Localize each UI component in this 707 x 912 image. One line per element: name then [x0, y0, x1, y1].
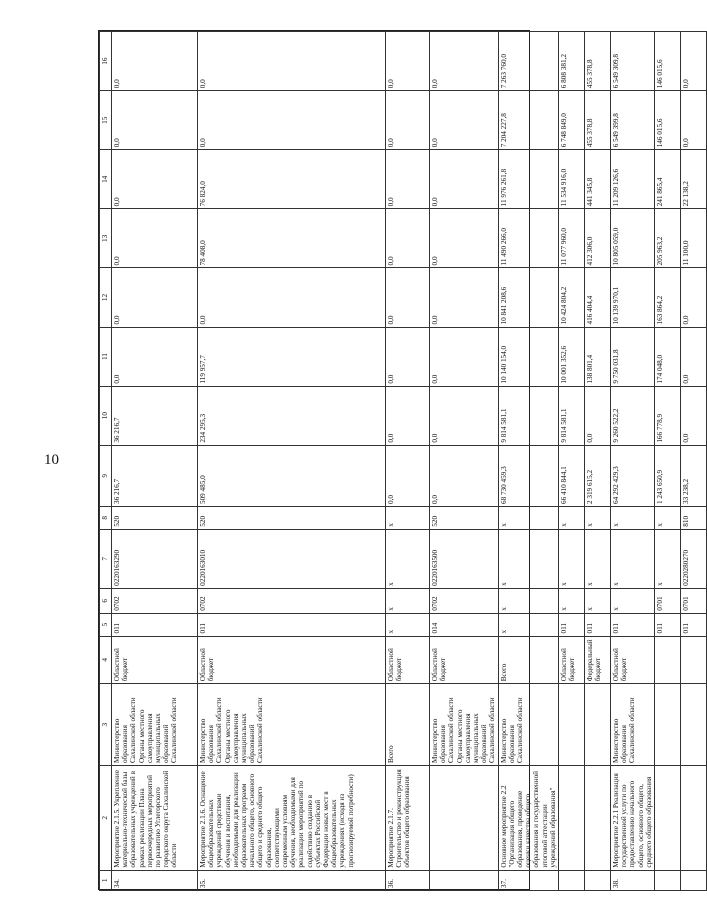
table-cell-col-5: 011 [681, 613, 707, 636]
table-cell-col-10: 9 260 522,2 [611, 386, 655, 445]
table-cell-col-11: 0,0 [112, 327, 198, 386]
table-cell-col-3: Министерство образования Сахалинской области Органы местного самоуправления муниципальных образований Сахалинской области [430, 684, 499, 766]
table-cell-col-10: 9 814 581,1 [559, 386, 585, 445]
table-cell-col-8: x [585, 507, 611, 530]
table-cell-col-4: Областной бюджет [559, 636, 585, 684]
header-cell: 16 [100, 32, 112, 91]
table-cell-col-10: 0,0 [681, 386, 707, 445]
table-cell-col-2: Мероприятие 2.1.6. Оснащение общеобразовательных учреждений средствами обучения и воспитания, необходимыми для реализации образовательных программ начального общего, основного общего и среднего общего образования, соответствующими современным условиям обучения, необходимыми для реализации мероприятий по содействию созданию в субъектах Российской Федерации новых мест в общеобразовательных учреждениях (исходя из прогнозируемой потребности) [198, 766, 386, 871]
table-cell-col-13: 205 963,2 [655, 209, 681, 268]
table-cell-col-14: 441 345,8 [585, 150, 611, 209]
table-cell-col-3 [681, 684, 707, 766]
table-cell-col-2: Мероприятие 2.2.1 Реализация государственной услуги по предоставлению начального общего, основного общего, среднего общего образования [611, 766, 655, 871]
table-cell-col-8: 520 [112, 507, 198, 530]
table-cell-col-5: 011 [611, 613, 655, 636]
table-cell-col-10: 0,0 [585, 386, 611, 445]
table-cell-col-15: 7 204 227,8 [498, 91, 558, 150]
table-cell-col-5: 011 [112, 613, 198, 636]
table-cell-col-1 [559, 870, 585, 890]
table-cell-col-14: 76 824,0 [198, 150, 386, 209]
table-cell-col-15: 0,0 [198, 91, 386, 150]
table-cell-col-12: 163 864,2 [655, 268, 681, 327]
table-cell-col-2 [655, 766, 681, 871]
table-cell-col-15: 6 549 399,8 [611, 91, 655, 150]
table-cell-col-10: 0,0 [430, 386, 499, 445]
table-cell-col-10: 0,0 [386, 386, 430, 445]
table-cell-col-10: 234 295,3 [198, 386, 386, 445]
table-cell-col-15: 0,0 [112, 91, 198, 150]
table-cell-col-2 [430, 766, 499, 871]
table-cell-col-4: Областной бюджет [112, 636, 198, 684]
table-cell-col-1 [681, 870, 707, 890]
table-cell-col-14: 11 976 261,8 [498, 150, 558, 209]
table-cell-col-8: x [611, 507, 655, 530]
table-cell-col-14: 0,0 [386, 150, 430, 209]
table-cell-col-16: 0,0 [112, 32, 198, 91]
header-cell: 13 [100, 209, 112, 268]
table-cell-col-2 [681, 766, 707, 871]
header-cell: 11 [100, 327, 112, 386]
header-cell: 2 [100, 766, 112, 871]
table-cell-col-16: 6 808 381,2 [559, 32, 585, 91]
budget-table [99, 31, 707, 891]
table-row [681, 32, 707, 891]
table-cell-col-6: 0702 [198, 588, 386, 613]
table-cell-col-7: x [655, 529, 681, 588]
header-cell: 1 [100, 870, 112, 890]
table-cell-col-7: x [559, 529, 585, 588]
table-cell-col-8: 810 [681, 507, 707, 530]
table-cell-col-15: 0,0 [430, 91, 499, 150]
table-cell-col-3: Всего [386, 684, 430, 766]
table-cell-col-15: 6 748 849,0 [559, 91, 585, 150]
table-cell-col-5: x [386, 613, 430, 636]
table-cell-col-13: 11 490 266,0 [498, 209, 558, 268]
table-cell-col-12: 0,0 [430, 268, 499, 327]
table-cell-col-4 [655, 636, 681, 684]
table-cell-col-5: 014 [430, 613, 499, 636]
table-cell-col-4 [681, 636, 707, 684]
table-cell-col-7: 0220163500 [430, 529, 499, 588]
table-cell-col-14: 0,0 [430, 150, 499, 209]
header-cell: 3 [100, 684, 112, 766]
table-cell-col-10: 9 814 581,1 [498, 386, 558, 445]
table-cell-col-1: 34. [112, 870, 198, 890]
table-cell-col-6: x [386, 588, 430, 613]
table-cell-col-14: 241 865,4 [655, 150, 681, 209]
table-cell-col-16: 0,0 [430, 32, 499, 91]
table-cell-col-4: Областной бюджет [198, 636, 386, 684]
table-cell-col-16: 455 378,8 [585, 32, 611, 91]
table-cell-col-2: Мероприятие 2.1.7. Строительство и реконструкция объектов общего образования [386, 766, 430, 871]
table-cell-col-11: 0,0 [681, 327, 707, 386]
table-cell-col-8: x [655, 507, 681, 530]
header-cell: 8 [100, 507, 112, 530]
header-cell: 4 [100, 636, 112, 684]
header-cell: 10 [100, 386, 112, 445]
table-row [112, 32, 198, 891]
header-cell: 14 [100, 150, 112, 209]
table-cell-col-13: 11 077 960,0 [559, 209, 585, 268]
table-row [559, 32, 585, 891]
table-cell-col-5: x [498, 613, 558, 636]
table-cell-col-6: 0701 [655, 588, 681, 613]
table-cell-col-3: Министерство образования Сахалинской области Органы местного самоуправления муниципальных образований Сахалинской области [112, 684, 198, 766]
table-cell-col-3: Министерство образования Сахалинской области [498, 684, 558, 766]
table-cell-col-13: 11 100,0 [681, 209, 707, 268]
table-cell-col-4: Областной бюджет [386, 636, 430, 684]
table-cell-col-8: x [386, 507, 430, 530]
table-cell-col-10: 36 216,7 [112, 386, 198, 445]
table-cell-col-11: 10 001 352,6 [559, 327, 585, 386]
table-cell-col-13: 78 408,0 [198, 209, 386, 268]
table-cell-col-11: 174 048,0 [655, 327, 681, 386]
table-cell-col-14: 0,0 [112, 150, 198, 209]
table-cell-col-16: 7 263 760,0 [498, 32, 558, 91]
table-cell-col-9: 0,0 [430, 445, 499, 506]
table-cell-col-6: 0702 [430, 588, 499, 613]
table-cell-col-5: 011 [198, 613, 386, 636]
header-cell: 7 [100, 529, 112, 588]
table-rotation-wrapper [99, 31, 691, 891]
table-cell-col-6: 0702 [112, 588, 198, 613]
table-cell-col-3 [559, 684, 585, 766]
table-cell-col-3: Министерство образования Сахалинской области Органы местного самоуправления муниципальных образований Сахалинской области [198, 684, 386, 766]
table-cell-col-4: Областной бюджет [430, 636, 499, 684]
table-row [498, 32, 558, 891]
table-cell-col-9: 1 243 650,9 [655, 445, 681, 506]
table-cell-col-7: 0220280270 [681, 529, 707, 588]
table-cell-col-8: x [498, 507, 558, 530]
table-cell-col-1: 35. [198, 870, 386, 890]
header-cell: 5 [100, 613, 112, 636]
table-cell-col-13: 412 306,0 [585, 209, 611, 268]
table-cell-col-12: 10 841 208,6 [498, 268, 558, 327]
table-cell-col-1 [430, 870, 499, 890]
table-row [655, 32, 681, 891]
table-cell-col-2: Основное мероприятие 2.2 "Организация общего образования, проведение оценки качества общего образования и государственной итоговой аттестации учреждений образования" [498, 766, 558, 871]
table-cell-col-1 [585, 870, 611, 890]
table-cell-col-8: 520 [430, 507, 499, 530]
table-row [611, 32, 655, 891]
table-cell-col-16: 0,0 [198, 32, 386, 91]
table-cell-col-13: 0,0 [430, 209, 499, 268]
table-cell-col-13: 0,0 [112, 209, 198, 268]
table-cell-col-12: 416 404,4 [585, 268, 611, 327]
table-cell-col-9: 64 292 429,3 [611, 445, 655, 506]
table-cell-col-9: 0,0 [386, 445, 430, 506]
table-cell-col-11: 10 140 154,0 [498, 327, 558, 386]
table-row [198, 32, 386, 891]
table-cell-col-7: x [611, 529, 655, 588]
table-cell-col-11: 0,0 [430, 327, 499, 386]
table-cell-col-1: 36. [386, 870, 430, 890]
table-cell-col-1: 37. [498, 870, 558, 890]
table-cell-col-15: 0,0 [386, 91, 430, 150]
table-cell-col-8: x [559, 507, 585, 530]
header-cell: 6 [100, 588, 112, 613]
table-cell-col-3 [585, 684, 611, 766]
table-cell-col-11: 9 750 031,8 [611, 327, 655, 386]
page-number: 10 [44, 452, 59, 468]
table-cell-col-2: Мероприятие 2.1.5. Укрепление материально-технической базы образовательных учреждений в рамках реализации Плана первоочередных мероприятий по развитию Углегорского городского округа Сахалинской области [112, 766, 198, 871]
table-cell-col-12: 0,0 [681, 268, 707, 327]
table-cell-col-6: 0701 [681, 588, 707, 613]
table-cell-col-8: 520 [198, 507, 386, 530]
table-cell-col-5: 011 [655, 613, 681, 636]
table-cell-col-12: 0,0 [112, 268, 198, 327]
table-cell-col-16: 0,0 [386, 32, 430, 91]
table-cell-col-7: 0220163290 [112, 529, 198, 588]
table-cell-col-13: 10 805 059,0 [611, 209, 655, 268]
table-row [585, 32, 611, 891]
table-cell-col-16: 146 015,6 [655, 32, 681, 91]
table-cell-col-11: 0,0 [386, 327, 430, 386]
table-cell-col-15: 146 015,6 [655, 91, 681, 150]
table-cell-col-15: 0,0 [681, 91, 707, 150]
table-cell-col-6: x [498, 588, 558, 613]
table-cell-col-3: Министерство образования Сахалинской области [611, 684, 655, 766]
table-cell-col-12: 10 139 970,1 [611, 268, 655, 327]
table-cell-col-14: 22 138,2 [681, 150, 707, 209]
table-cell-col-14: 11 534 916,0 [559, 150, 585, 209]
rotated-table-sheet [98, 30, 691, 890]
table-row [430, 32, 499, 891]
table-cell-col-5: 011 [559, 613, 585, 636]
table-cell-col-13: 0,0 [386, 209, 430, 268]
table-cell-col-7: x [386, 529, 430, 588]
table-cell-col-4: Всего [498, 636, 558, 684]
table-cell-col-12: 0,0 [198, 268, 386, 327]
header-row [100, 32, 112, 891]
table-cell-col-5: 011 [585, 613, 611, 636]
header-cell: 9 [100, 445, 112, 506]
table-cell-col-6: x [585, 588, 611, 613]
table-cell-col-9: 66 410 844,1 [559, 445, 585, 506]
table-cell-col-14: 11 209 126,6 [611, 150, 655, 209]
table-cell-col-11: 138 801,4 [585, 327, 611, 386]
table-cell-col-16: 0,0 [681, 32, 707, 91]
table-cell-col-3 [655, 684, 681, 766]
table-cell-col-12: 0,0 [386, 268, 430, 327]
table-cell-col-1 [655, 870, 681, 890]
table-row [386, 32, 430, 891]
table-cell-col-7: x [498, 529, 558, 588]
table-cell-col-9: 36 216,7 [112, 445, 198, 506]
table-cell-col-10: 166 778,9 [655, 386, 681, 445]
table-cell-col-9: 68 730 459,3 [498, 445, 558, 506]
table-cell-col-12: 10 424 804,2 [559, 268, 585, 327]
table-cell-col-7: 0220163010 [198, 529, 386, 588]
table-cell-col-6: x [559, 588, 585, 613]
table-cell-col-4: Областной бюджет [611, 636, 655, 684]
table-cell-col-11: 119 957,7 [198, 327, 386, 386]
table-cell-col-9: 33 238,2 [681, 445, 707, 506]
table-cell-col-9: 2 319 615,2 [585, 445, 611, 506]
table-cell-col-9: 509 485,0 [198, 445, 386, 506]
table-cell-col-2 [559, 766, 585, 871]
table-cell-col-15: 455 378,8 [585, 91, 611, 150]
table-cell-col-7: x [585, 529, 611, 588]
table-cell-col-1: 38. [611, 870, 655, 890]
header-cell: 12 [100, 268, 112, 327]
table-cell-col-16: 6 549 309,8 [611, 32, 655, 91]
table-cell-col-6: x [611, 588, 655, 613]
table-cell-col-4: Федеральный бюджет [585, 636, 611, 684]
table-cell-col-2 [585, 766, 611, 871]
header-cell: 15 [100, 91, 112, 150]
